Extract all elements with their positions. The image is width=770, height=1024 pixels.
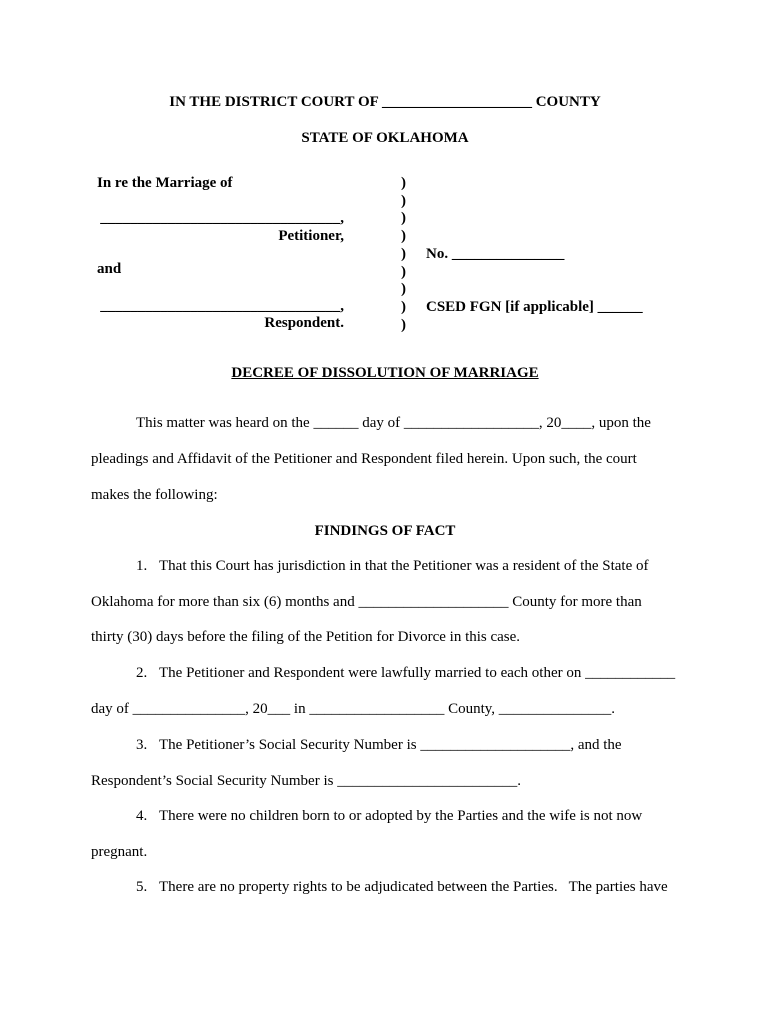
- finding-line: Respondent’s Social Security Number is ________________________.: [91, 773, 521, 789]
- in-re-label: In re the Marriage of: [97, 175, 233, 191]
- petitioner-label: Petitioner,: [278, 228, 344, 244]
- caption-paren: ): [401, 246, 406, 262]
- finding-number: 5.: [136, 879, 148, 895]
- finding-line: The Petitioner’s Social Security Number is ____________________, and the: [159, 737, 622, 753]
- caption-paren: ): [401, 281, 406, 297]
- finding-line: thirty (30) days before the filing of the Petition for Divorce in this case.: [91, 629, 521, 645]
- finding-line: pregnant.: [91, 844, 148, 860]
- petitioner-name-field[interactable]: ________________________________,: [100, 210, 344, 226]
- state-heading: STATE OF OKLAHOMA: [301, 130, 469, 146]
- caption-paren: ): [401, 193, 406, 209]
- finding-line: The Petitioner and Respondent were lawfully married to each other on ____________: [159, 665, 676, 681]
- finding-number: 3.: [136, 737, 148, 753]
- caption-paren: ): [401, 299, 406, 315]
- respondent-name-field[interactable]: ________________________________,: [100, 298, 344, 314]
- finding-number: 1.: [136, 558, 148, 574]
- finding-line: That this Court has jurisdiction in that the Petitioner was a resident of the State of: [159, 558, 649, 574]
- and-label: and: [97, 261, 122, 277]
- csed-fgn-field[interactable]: CSED FGN [if applicable] ______: [426, 299, 643, 315]
- intro-line: makes the following:: [91, 487, 218, 503]
- finding-number: 2.: [136, 665, 148, 681]
- finding-line: There were no children born to or adopted by the Parties and the wife is not now: [159, 808, 643, 824]
- finding-line: There are no property rights to be adjudicated between the Parties. The parties have: [159, 879, 668, 895]
- respondent-label: Respondent.: [264, 315, 344, 331]
- caption-paren: ): [401, 264, 406, 280]
- finding-line: day of _______________, 20___ in __________________ County, _______________.: [91, 701, 616, 717]
- findings-heading: FINDINGS OF FACT: [314, 523, 456, 539]
- caption-paren: ): [401, 175, 406, 191]
- court-heading: IN THE DISTRICT COURT OF ____________________ COUNTY: [169, 94, 601, 110]
- finding-line: Oklahoma for more than six (6) months and ____________________ County for more than: [91, 594, 642, 610]
- caption-paren: ): [401, 317, 406, 333]
- caption-paren: ): [401, 210, 406, 226]
- caption-paren: ): [401, 228, 406, 244]
- intro-line: pleadings and Affidavit of the Petitioner and Respondent filed herein. Upon such, the court: [91, 451, 637, 467]
- document-title: DECREE OF DISSOLUTION OF MARRIAGE: [231, 365, 539, 381]
- finding-number: 4.: [136, 808, 148, 824]
- intro-line: This matter was heard on the ______ day of __________________, 20____, upon the: [136, 415, 651, 431]
- case-number-field[interactable]: No. _______________: [426, 246, 565, 262]
